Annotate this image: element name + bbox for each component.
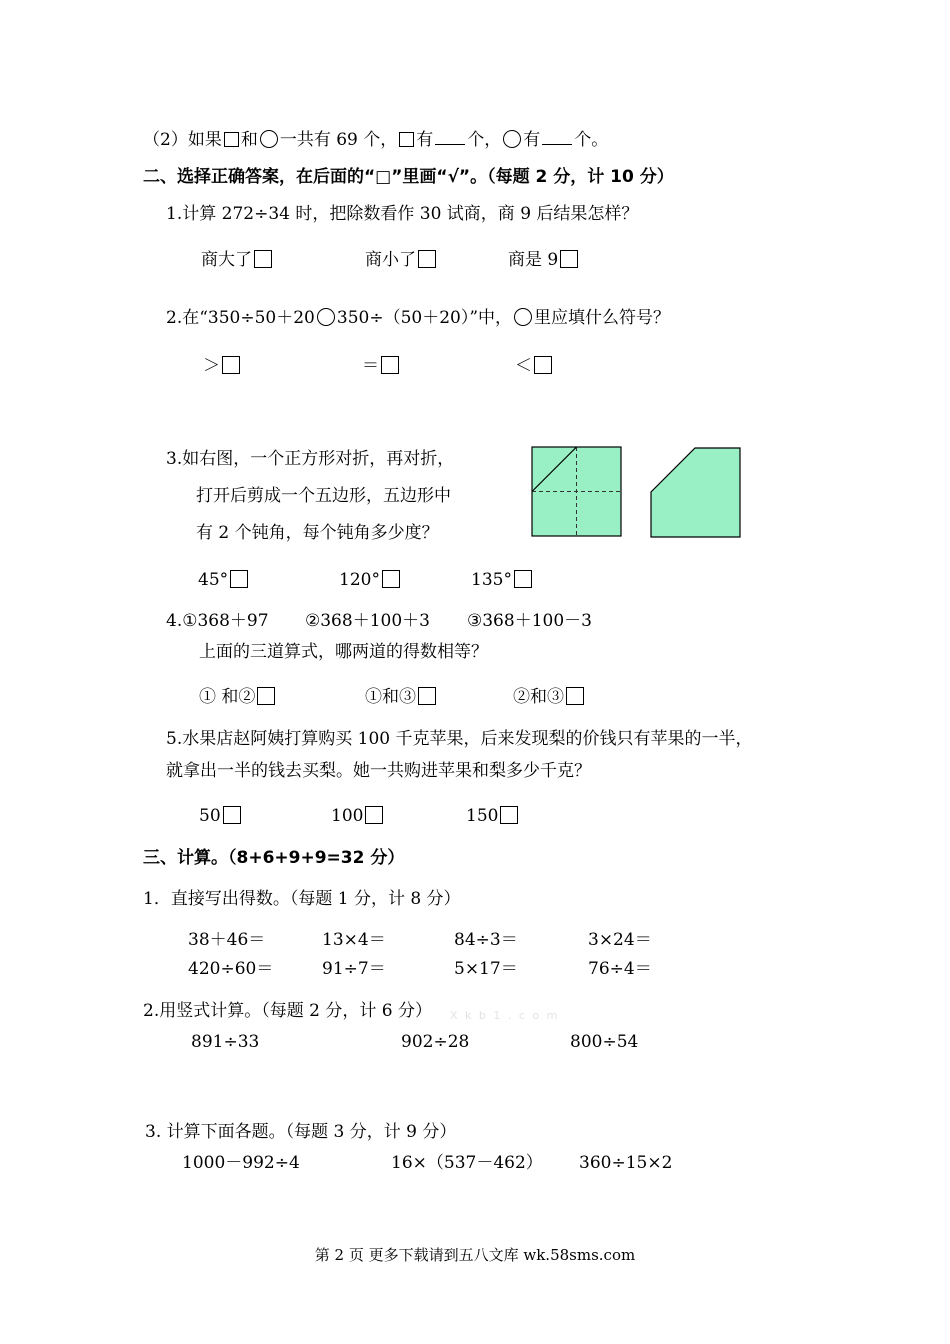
checkbox[interactable] xyxy=(418,250,436,268)
checkbox[interactable] xyxy=(222,356,240,374)
q3-line-3: 有 2 个钝角，每个钝角多少度？ xyxy=(196,523,439,543)
q2-option-1[interactable]: ＞ xyxy=(203,356,240,375)
q4-option-1[interactable]: ① 和② xyxy=(199,687,275,706)
section3-part3-title: 3. 计算下面各题。（每题 3 分，计 9 分） xyxy=(145,1122,457,1142)
calc-1-4: 3×24＝ xyxy=(588,930,652,950)
q5-line-2: 就拿出一半的钱去买梨。她一共购进苹果和梨多少千克？ xyxy=(166,761,591,781)
vertical-calc-1: 891÷33 xyxy=(191,1032,260,1052)
pentagon-figure xyxy=(650,447,742,539)
checkbox[interactable] xyxy=(230,570,248,588)
answer-blank[interactable] xyxy=(542,130,572,145)
checkbox[interactable] xyxy=(418,687,436,705)
checkbox[interactable] xyxy=(566,687,584,705)
calc-2-2: 91÷7＝ xyxy=(322,959,386,979)
calc-2-4: 76÷4＝ xyxy=(588,959,652,979)
q3-line-2: 打开后剪成一个五边形，五边形中 xyxy=(196,486,451,506)
q2-option-2[interactable]: ＝ xyxy=(362,356,399,375)
q4-question: 上面的三道算式，哪两道的得数相等？ xyxy=(199,642,488,662)
q4-expr-1: 4.①368＋97 xyxy=(166,611,269,631)
q2-option-3[interactable]: ＜ xyxy=(515,356,552,375)
circle-symbol xyxy=(260,130,278,148)
watermark: X k b 1 . c o m xyxy=(450,1009,560,1022)
folded-square-figure xyxy=(531,446,623,538)
section3-part2-title: 2.用竖式计算。（每题 2 分，计 6 分） xyxy=(143,1001,432,1021)
page-footer: 第 2 页 更多下载请到五八文库 wk.58sms.com xyxy=(314,1246,636,1264)
calc-1-1: 38＋46＝ xyxy=(188,930,266,950)
q5-option-2[interactable]: 100 xyxy=(331,806,383,825)
q3-option-3[interactable]: 135° xyxy=(471,570,532,589)
calc-2-3: 5×17＝ xyxy=(454,959,518,979)
circle-symbol xyxy=(317,308,335,326)
mixed-calc-3: 360÷15×2 xyxy=(579,1153,673,1173)
checkbox[interactable] xyxy=(382,570,400,588)
checkbox[interactable] xyxy=(257,687,275,705)
section3-heading: 三、计算。（8+6+9+9=32 分） xyxy=(143,848,405,868)
q3-option-1[interactable]: 45° xyxy=(198,570,248,589)
calc-2-1: 420÷60＝ xyxy=(188,959,274,979)
q4-expr-3: ③368＋100－3 xyxy=(467,611,592,631)
checkbox[interactable] xyxy=(500,806,518,824)
q4-expr-2: ②368＋100＋3 xyxy=(305,611,430,631)
checkbox[interactable] xyxy=(381,356,399,374)
mixed-calc-2: 16×（537－462） xyxy=(391,1153,543,1173)
vertical-calc-2: 902÷28 xyxy=(401,1032,470,1052)
section3-part1-title: 1．直接写出得数。（每题 1 分，计 8 分） xyxy=(143,889,461,909)
checkbox[interactable] xyxy=(534,356,552,374)
checkbox[interactable] xyxy=(365,806,383,824)
checkbox[interactable] xyxy=(560,250,578,268)
q4-option-3[interactable]: ②和③ xyxy=(513,687,584,706)
q2-text: 2.在“350÷50＋20 350÷（50＋20）”中， 里应填什么符号？ xyxy=(166,308,671,328)
q1-option-1[interactable]: 商大了 xyxy=(201,250,272,269)
q5-option-1[interactable]: 50 xyxy=(199,806,241,825)
q5-line-1: 5.水果店赵阿姨打算购买 100 千克苹果，后来发现梨的价钱只有苹果的一半， xyxy=(166,729,753,749)
q1-option-2[interactable]: 商小了 xyxy=(365,250,436,269)
vertical-calc-3: 800÷54 xyxy=(570,1032,639,1052)
answer-blank[interactable] xyxy=(435,130,465,145)
calc-1-3: 84÷3＝ xyxy=(454,930,518,950)
q4-option-2[interactable]: ①和③ xyxy=(365,687,436,706)
square-symbol xyxy=(399,132,414,147)
checkbox[interactable] xyxy=(514,570,532,588)
q1-text: 1.计算 272÷34 时，把除数看作 30 试商，商 9 后结果怎样？ xyxy=(166,204,639,224)
q3-option-2[interactable]: 120° xyxy=(339,570,400,589)
q1-option-3[interactable]: 商是 9 xyxy=(508,250,578,269)
checkbox[interactable] xyxy=(254,250,272,268)
section2-heading: 二、选择正确答案，在后面的“□”里画“√”。（每题 2 分，计 10 分） xyxy=(143,167,674,187)
pentagon-shape xyxy=(651,448,740,537)
circle-symbol xyxy=(514,308,532,326)
q5-option-3[interactable]: 150 xyxy=(466,806,518,825)
mixed-calc-1: 1000－992÷4 xyxy=(182,1153,300,1173)
square-symbol xyxy=(224,132,239,147)
q3-line-1: 3.如右图，一个正方形对折，再对折， xyxy=(166,449,455,469)
checkbox[interactable] xyxy=(223,806,241,824)
q1-part2-line: （2）如果 和 一共有 69 个， 有 个， 有 个。 xyxy=(143,130,609,150)
calc-1-2: 13×4＝ xyxy=(322,930,386,950)
circle-symbol xyxy=(503,130,521,148)
